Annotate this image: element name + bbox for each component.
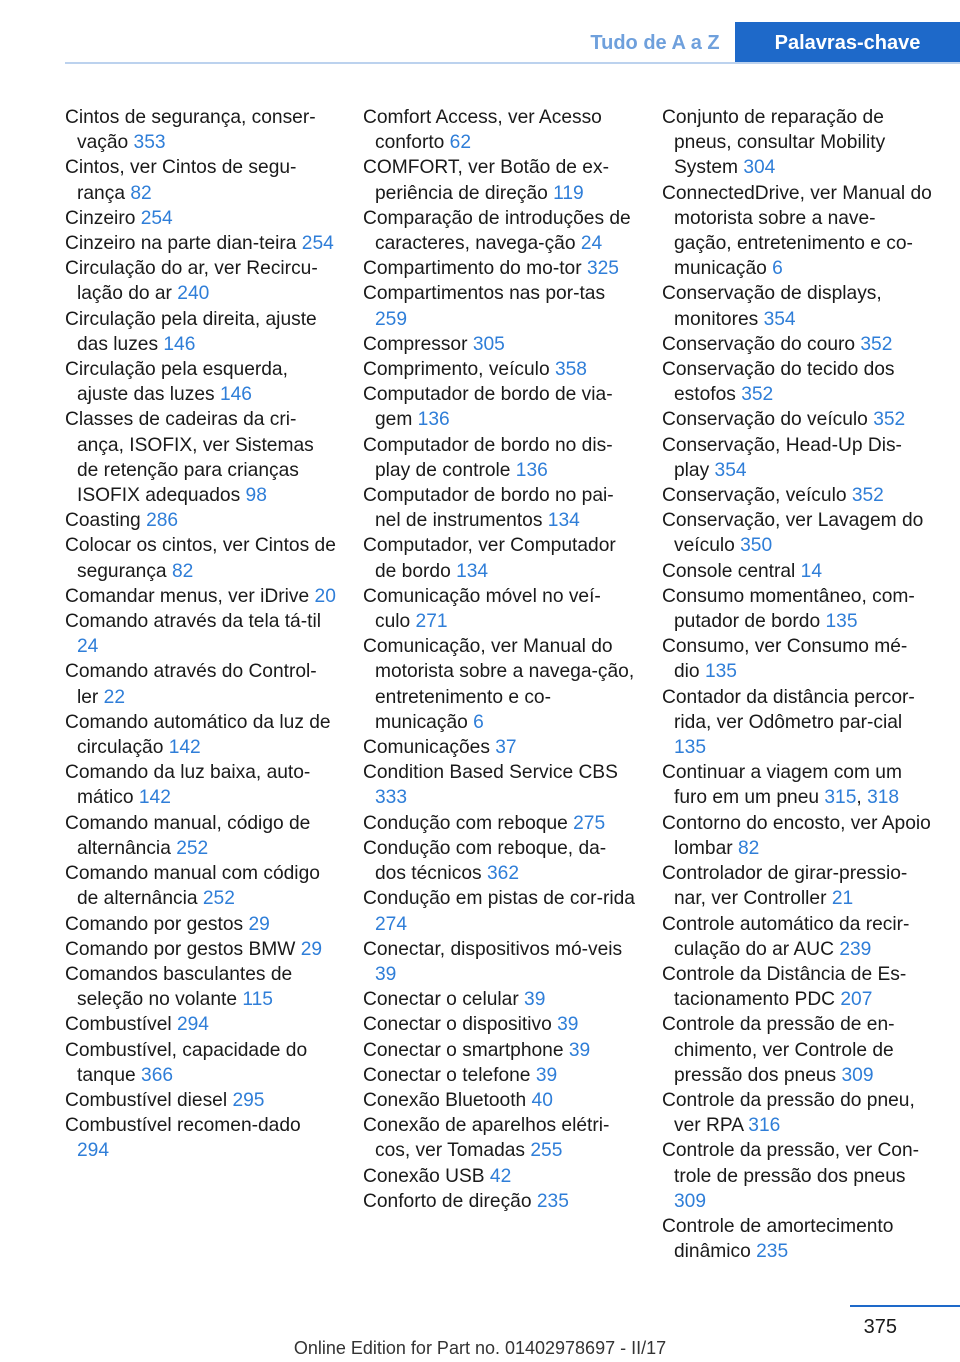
index-column-2 bbox=[363, 105, 635, 1214]
index-term: Conservação do veículo bbox=[662, 409, 874, 431]
page-link[interactable]: 39 bbox=[557, 1014, 579, 1036]
index-term: Combustível, capacidade do tanque bbox=[65, 1039, 308, 1086]
index-term: Controle da pressão do pneu, ver RPA bbox=[662, 1089, 915, 1137]
page-link[interactable]: 305 bbox=[472, 333, 505, 355]
index-entry bbox=[65, 256, 337, 306]
index-entry bbox=[662, 407, 932, 432]
edition-note: Online Edition for Part no. 01402978697 - II/17 bbox=[293, 1338, 667, 1358]
index-entry bbox=[662, 861, 932, 911]
index-entry bbox=[363, 206, 635, 256]
index-entry bbox=[363, 987, 635, 1012]
index-term: Computador de bordo de via‐gem bbox=[363, 384, 613, 431]
page-link[interactable]: 39 bbox=[535, 1064, 558, 1086]
index-entry bbox=[363, 332, 635, 357]
index-entry bbox=[65, 937, 337, 962]
index-entry bbox=[65, 609, 337, 659]
page-link[interactable]: 14 bbox=[800, 560, 822, 582]
page-link[interactable]: 318 bbox=[867, 787, 900, 809]
page-link[interactable]: 39 bbox=[375, 963, 397, 985]
index-entry bbox=[363, 483, 635, 533]
index-entry bbox=[363, 760, 635, 810]
index-term: Controle automático da recir‐culação do ar AUC bbox=[662, 913, 910, 960]
index-term: COMFORT, ver Botão de ex‐periência de direção bbox=[363, 157, 609, 204]
index-entry bbox=[65, 584, 337, 609]
page-link[interactable]: 6 bbox=[772, 258, 783, 280]
index-term: Conjunto de reparação de pneus, consultar Mobility System bbox=[662, 107, 886, 179]
index-column-1 bbox=[65, 105, 337, 1164]
page-link[interactable]: 142 bbox=[168, 737, 201, 759]
index-term: Comando através do Control‐ler bbox=[65, 661, 317, 708]
page-link[interactable]: 354 bbox=[714, 459, 747, 481]
index-term: Comprimento, veículo bbox=[363, 359, 555, 381]
index-term: Cintos de segurança, conser‐vação bbox=[65, 107, 316, 154]
index-term: Comando automático da luz de circulação bbox=[65, 711, 331, 759]
index-entry bbox=[65, 155, 337, 205]
index-term: Conexão de aparelhos elétri‐cos, ver Tomadas bbox=[363, 1115, 610, 1162]
page-link[interactable]: 316 bbox=[748, 1115, 781, 1137]
index-entry bbox=[662, 1138, 932, 1214]
index-term: Cinzeiro bbox=[65, 207, 141, 229]
index-entry bbox=[363, 937, 635, 987]
index-entry bbox=[662, 1214, 932, 1264]
index-entry bbox=[65, 962, 337, 1012]
index-term: Comando manual com código de alternância bbox=[65, 863, 320, 910]
page-link[interactable]: 315 bbox=[824, 787, 857, 809]
index-entry bbox=[363, 1088, 635, 1113]
page-link[interactable]: 275 bbox=[573, 812, 606, 834]
page-link[interactable]: 6 bbox=[473, 711, 484, 733]
index-entry bbox=[662, 811, 932, 861]
page-link[interactable]: 294 bbox=[176, 1014, 209, 1036]
index-entry bbox=[65, 710, 337, 760]
index-entry bbox=[363, 1063, 635, 1088]
index-term: Controle da pressão, ver Con‐trole de pressão dos pneus bbox=[662, 1140, 920, 1187]
index-entry bbox=[363, 836, 635, 886]
index-entry bbox=[662, 181, 932, 282]
index-term: Controlador de girar-pressio‐nar, ver Controller bbox=[662, 863, 908, 910]
page-link[interactable]: 352 bbox=[741, 384, 774, 406]
index-term: Compartimento do mo‐tor bbox=[363, 258, 587, 280]
page-link[interactable]: 239 bbox=[839, 938, 872, 960]
page-link[interactable]: 254 bbox=[140, 207, 173, 229]
index-term: Conservação de displays, monitores bbox=[662, 283, 882, 330]
page-link[interactable]: 134 bbox=[456, 560, 489, 582]
tab-palavras-chave[interactable]: Palavras-chave bbox=[735, 22, 960, 64]
page-link[interactable]: 24 bbox=[77, 636, 99, 658]
page-link[interactable]: 146 bbox=[219, 384, 252, 406]
page-link[interactable]: 135 bbox=[674, 737, 707, 759]
page-link[interactable]: 352 bbox=[873, 409, 906, 431]
index-entry bbox=[662, 634, 932, 684]
index-entry bbox=[662, 685, 932, 761]
index-term: Comparação de introduções de caracteres, navega‐ção bbox=[363, 207, 631, 255]
page-link[interactable]: 362 bbox=[487, 863, 520, 885]
index-term: Conforto de direção bbox=[363, 1190, 537, 1212]
index-entry bbox=[662, 1012, 932, 1088]
page-link[interactable]: 274 bbox=[375, 913, 408, 935]
page-link[interactable]: 20 bbox=[314, 585, 336, 607]
page-link[interactable]: 136 bbox=[417, 409, 450, 431]
page-link[interactable]: 82 bbox=[171, 560, 194, 582]
index-entry bbox=[363, 886, 635, 936]
page-link[interactable]: 29 bbox=[300, 938, 323, 960]
index-entry bbox=[662, 1088, 932, 1138]
index-entry bbox=[65, 357, 337, 407]
index-term: Consumo, ver Consumo mé‐dio bbox=[662, 636, 908, 683]
index-entry bbox=[363, 281, 635, 331]
index-entry bbox=[65, 407, 337, 508]
index-entry bbox=[662, 559, 932, 584]
page-link[interactable]: 115 bbox=[242, 989, 273, 1011]
index-term: Computador de bordo no pai‐nel de instrumentos bbox=[363, 485, 614, 532]
index-term: Conectar o celular bbox=[363, 989, 525, 1011]
index-term: Conectar o telefone bbox=[363, 1064, 536, 1086]
index-entry bbox=[65, 231, 337, 256]
page-link[interactable]: 235 bbox=[756, 1241, 789, 1263]
index-term: Conservação do tecido dos estofos bbox=[662, 359, 895, 406]
index-term: Conservação, ver Lavagem do veículo bbox=[662, 510, 924, 557]
index-term: Cintos, ver Cintos de segu‐rança bbox=[65, 157, 297, 204]
index-term: Circulação pela direita, ajuste das luzes bbox=[65, 308, 317, 355]
page-link[interactable]: 82 bbox=[737, 837, 760, 859]
page-link[interactable]: 353 bbox=[133, 132, 166, 154]
page-link[interactable]: 207 bbox=[840, 989, 873, 1011]
page-link[interactable]: 254 bbox=[301, 233, 334, 255]
index-entry bbox=[662, 433, 932, 483]
index-term: Conservação do couro bbox=[662, 333, 861, 355]
index-entry bbox=[363, 584, 635, 634]
page-link[interactable]: 255 bbox=[530, 1140, 563, 1162]
page-link[interactable]: 62 bbox=[449, 132, 472, 154]
index-term: Comando através da tela tá‐til bbox=[65, 611, 321, 633]
index-entry bbox=[65, 1012, 337, 1037]
index-entry bbox=[662, 281, 932, 331]
page-link[interactable]: 294 bbox=[77, 1140, 110, 1162]
page-link[interactable]: 325 bbox=[586, 258, 619, 280]
index-entry bbox=[65, 508, 337, 533]
index-term: Computador de bordo no dis‐play de controle bbox=[363, 434, 613, 481]
index-term: Circulação do ar, ver Recircu‐lação do ar bbox=[65, 258, 318, 305]
index-term: Conectar, dispositivos mó‐veis bbox=[363, 938, 623, 960]
index-term: Combustível bbox=[65, 1014, 177, 1036]
page-link[interactable]: 40 bbox=[531, 1089, 553, 1111]
page-number: 375 bbox=[863, 1316, 897, 1338]
index-entry bbox=[65, 811, 337, 861]
index-entry bbox=[363, 811, 635, 836]
index-term: Controle da pressão de en‐chimento, ver Controle de pressão dos pneus bbox=[662, 1014, 895, 1086]
index-term: Comandos basculantes de seleção no volante bbox=[65, 963, 293, 1011]
index-term: ConnectedDrive, ver Manual do motorista sobre a nave‐gação, entretenimento e co‐municação bbox=[662, 182, 932, 280]
header-divider bbox=[65, 62, 960, 64]
tab-tudo-de-a-a-z[interactable]: Tudo de A a Z bbox=[590, 32, 720, 54]
index-entry bbox=[363, 1038, 635, 1063]
index-term: Condução com reboque bbox=[363, 812, 574, 834]
index-entry bbox=[65, 861, 337, 911]
page-link[interactable]: 42 bbox=[489, 1165, 512, 1187]
index-term: Circulação pela esquerda, ajuste das luzes bbox=[65, 359, 288, 406]
index-term: Conexão USB bbox=[363, 1165, 490, 1187]
page-link[interactable]: 135 bbox=[704, 661, 737, 683]
index-entry bbox=[363, 1012, 635, 1037]
index-term: Comandar menus, ver iDrive bbox=[65, 585, 315, 607]
index-term: Conservação, Head-Up Dis‐play bbox=[662, 434, 902, 481]
index-term: Colocar os cintos, ver Cintos de segurança bbox=[65, 535, 336, 582]
index-entry bbox=[363, 533, 635, 583]
page-link[interactable]: 333 bbox=[375, 787, 408, 809]
page-link[interactable]: 82 bbox=[130, 182, 152, 204]
page-link[interactable]: 352 bbox=[860, 333, 893, 355]
index-entry bbox=[363, 1189, 635, 1214]
index-term: Comando manual, código de alternância bbox=[65, 812, 311, 859]
page-link[interactable]: 252 bbox=[202, 888, 235, 910]
page-link[interactable]: 146 bbox=[163, 333, 196, 355]
page-link[interactable]: 304 bbox=[743, 157, 776, 179]
page-link[interactable]: 235 bbox=[536, 1190, 569, 1212]
index-entry: Continuar a viagem com um furo em um pneu 315, 318 bbox=[662, 762, 902, 809]
page-link[interactable]: 135 bbox=[825, 611, 858, 633]
index-entry bbox=[363, 1164, 635, 1189]
index-term: Combustível recomen‐dado bbox=[65, 1115, 301, 1137]
index-term: Controle da Distância de Es‐tacionamento PDC bbox=[662, 963, 907, 1011]
page-link[interactable]: 37 bbox=[495, 737, 517, 759]
page-link[interactable]: 271 bbox=[415, 611, 448, 633]
index-entry bbox=[363, 256, 635, 281]
page-link[interactable]: 136 bbox=[515, 459, 548, 481]
index-entry bbox=[65, 1038, 337, 1088]
index-term: Conservação, veículo bbox=[662, 485, 852, 507]
page-link[interactable]: 309 bbox=[674, 1190, 707, 1212]
index-term: Consumo momentâneo, com‐putador de bordo bbox=[662, 585, 915, 633]
index-term: Comunicação, ver Manual do motorista sobre a navega‐ção, entretenimento e co‐municação bbox=[363, 636, 635, 733]
page-link[interactable]: 24 bbox=[580, 233, 603, 255]
index-entry bbox=[363, 105, 635, 155]
index-term: Conexão Bluetooth bbox=[363, 1089, 532, 1111]
page-link[interactable]: 309 bbox=[841, 1064, 874, 1086]
index-term: Compressor bbox=[363, 333, 473, 355]
page-link[interactable]: 366 bbox=[141, 1064, 174, 1086]
index-term: Classes de cadeiras da cri‐ança, ISOFIX, ver Sistemas de retenção para crianças ISOFIX adequados bbox=[65, 409, 314, 507]
index-term: Comando por gestos BMW bbox=[65, 938, 301, 960]
index-term: Contador da distância percor‐rida, ver Odômetro par‐cial bbox=[662, 686, 915, 733]
index-entry bbox=[662, 584, 932, 634]
index-entry bbox=[662, 483, 932, 508]
index-entry bbox=[662, 962, 932, 1012]
index-entry bbox=[363, 1113, 635, 1163]
index-entry bbox=[662, 332, 932, 357]
index-term: Combustível diesel bbox=[65, 1089, 233, 1111]
page-link[interactable]: 98 bbox=[245, 485, 267, 507]
index-entry bbox=[662, 105, 932, 181]
page-link[interactable]: 39 bbox=[524, 989, 546, 1011]
index-term: Cinzeiro na parte dian‐teira bbox=[65, 233, 302, 255]
index-entry bbox=[662, 357, 932, 407]
index-term: Conectar o dispositivo bbox=[363, 1014, 558, 1036]
index-term: Condition Based Service CBS bbox=[363, 762, 618, 784]
page-link[interactable]: 352 bbox=[851, 485, 884, 507]
index-term: Comando da luz baixa, auto‐mático bbox=[65, 762, 311, 809]
page-link[interactable]: 142 bbox=[138, 787, 171, 809]
index-entry bbox=[65, 307, 337, 357]
index-term: Comunicação móvel no veí‐culo bbox=[363, 585, 601, 633]
index-entry bbox=[662, 912, 932, 962]
index-term: Comando por gestos bbox=[65, 913, 249, 935]
index-term: Controle de amortecimento dinâmico bbox=[662, 1215, 894, 1263]
index-entry bbox=[65, 206, 337, 231]
page-link[interactable]: 39 bbox=[568, 1039, 591, 1061]
index-entry bbox=[363, 155, 635, 205]
index-entry bbox=[363, 382, 635, 432]
index-entry bbox=[65, 912, 337, 937]
index-entry bbox=[363, 357, 635, 382]
page-link[interactable]: 21 bbox=[831, 888, 854, 910]
index-term: Comfort Access, ver Acesso conforto bbox=[363, 107, 602, 154]
page-link[interactable]: 134 bbox=[547, 510, 580, 532]
index-entry bbox=[662, 508, 932, 558]
page-link[interactable]: 119 bbox=[553, 182, 584, 204]
page-link[interactable]: 350 bbox=[740, 535, 773, 557]
index-entry bbox=[65, 760, 337, 810]
index-entry bbox=[363, 735, 635, 760]
page-link[interactable]: 358 bbox=[554, 359, 587, 381]
footer-divider bbox=[850, 1305, 960, 1307]
index-term: Console central bbox=[662, 560, 801, 582]
index-entry bbox=[65, 659, 337, 709]
index-term: Condução em pistas de cor‐rida bbox=[363, 888, 635, 910]
index-term: Contorno do encosto, ver Apoio lombar bbox=[662, 812, 931, 859]
index-term: Coasting bbox=[65, 510, 147, 532]
index-entry bbox=[65, 1113, 337, 1163]
page-link[interactable]: 286 bbox=[146, 510, 179, 532]
index-entry bbox=[65, 1088, 337, 1113]
page-link[interactable]: 295 bbox=[232, 1089, 265, 1111]
index-entry bbox=[65, 533, 337, 583]
page-link[interactable]: 354 bbox=[763, 308, 796, 330]
index-term: Continuar a viagem com um furo em um pneu bbox=[662, 762, 902, 809]
index-term: Computador, ver Computador de bordo bbox=[363, 535, 616, 582]
index-entry bbox=[65, 105, 337, 155]
index-term: Condução com reboque, da‐dos técnicos bbox=[363, 837, 607, 885]
page-link[interactable]: 259 bbox=[375, 308, 408, 330]
page-link[interactable]: 240 bbox=[177, 283, 210, 305]
index-term: Compartimentos nas por‐tas bbox=[363, 283, 606, 305]
page-link[interactable]: 22 bbox=[103, 686, 125, 708]
index-entry bbox=[363, 634, 635, 735]
index-column-3 bbox=[662, 105, 932, 1264]
page-link[interactable]: 252 bbox=[176, 837, 209, 859]
page-link[interactable]: 29 bbox=[248, 913, 270, 935]
index-term: Comunicações bbox=[363, 737, 496, 759]
index-term: Conectar o smartphone bbox=[363, 1039, 569, 1061]
index-entry bbox=[363, 433, 635, 483]
